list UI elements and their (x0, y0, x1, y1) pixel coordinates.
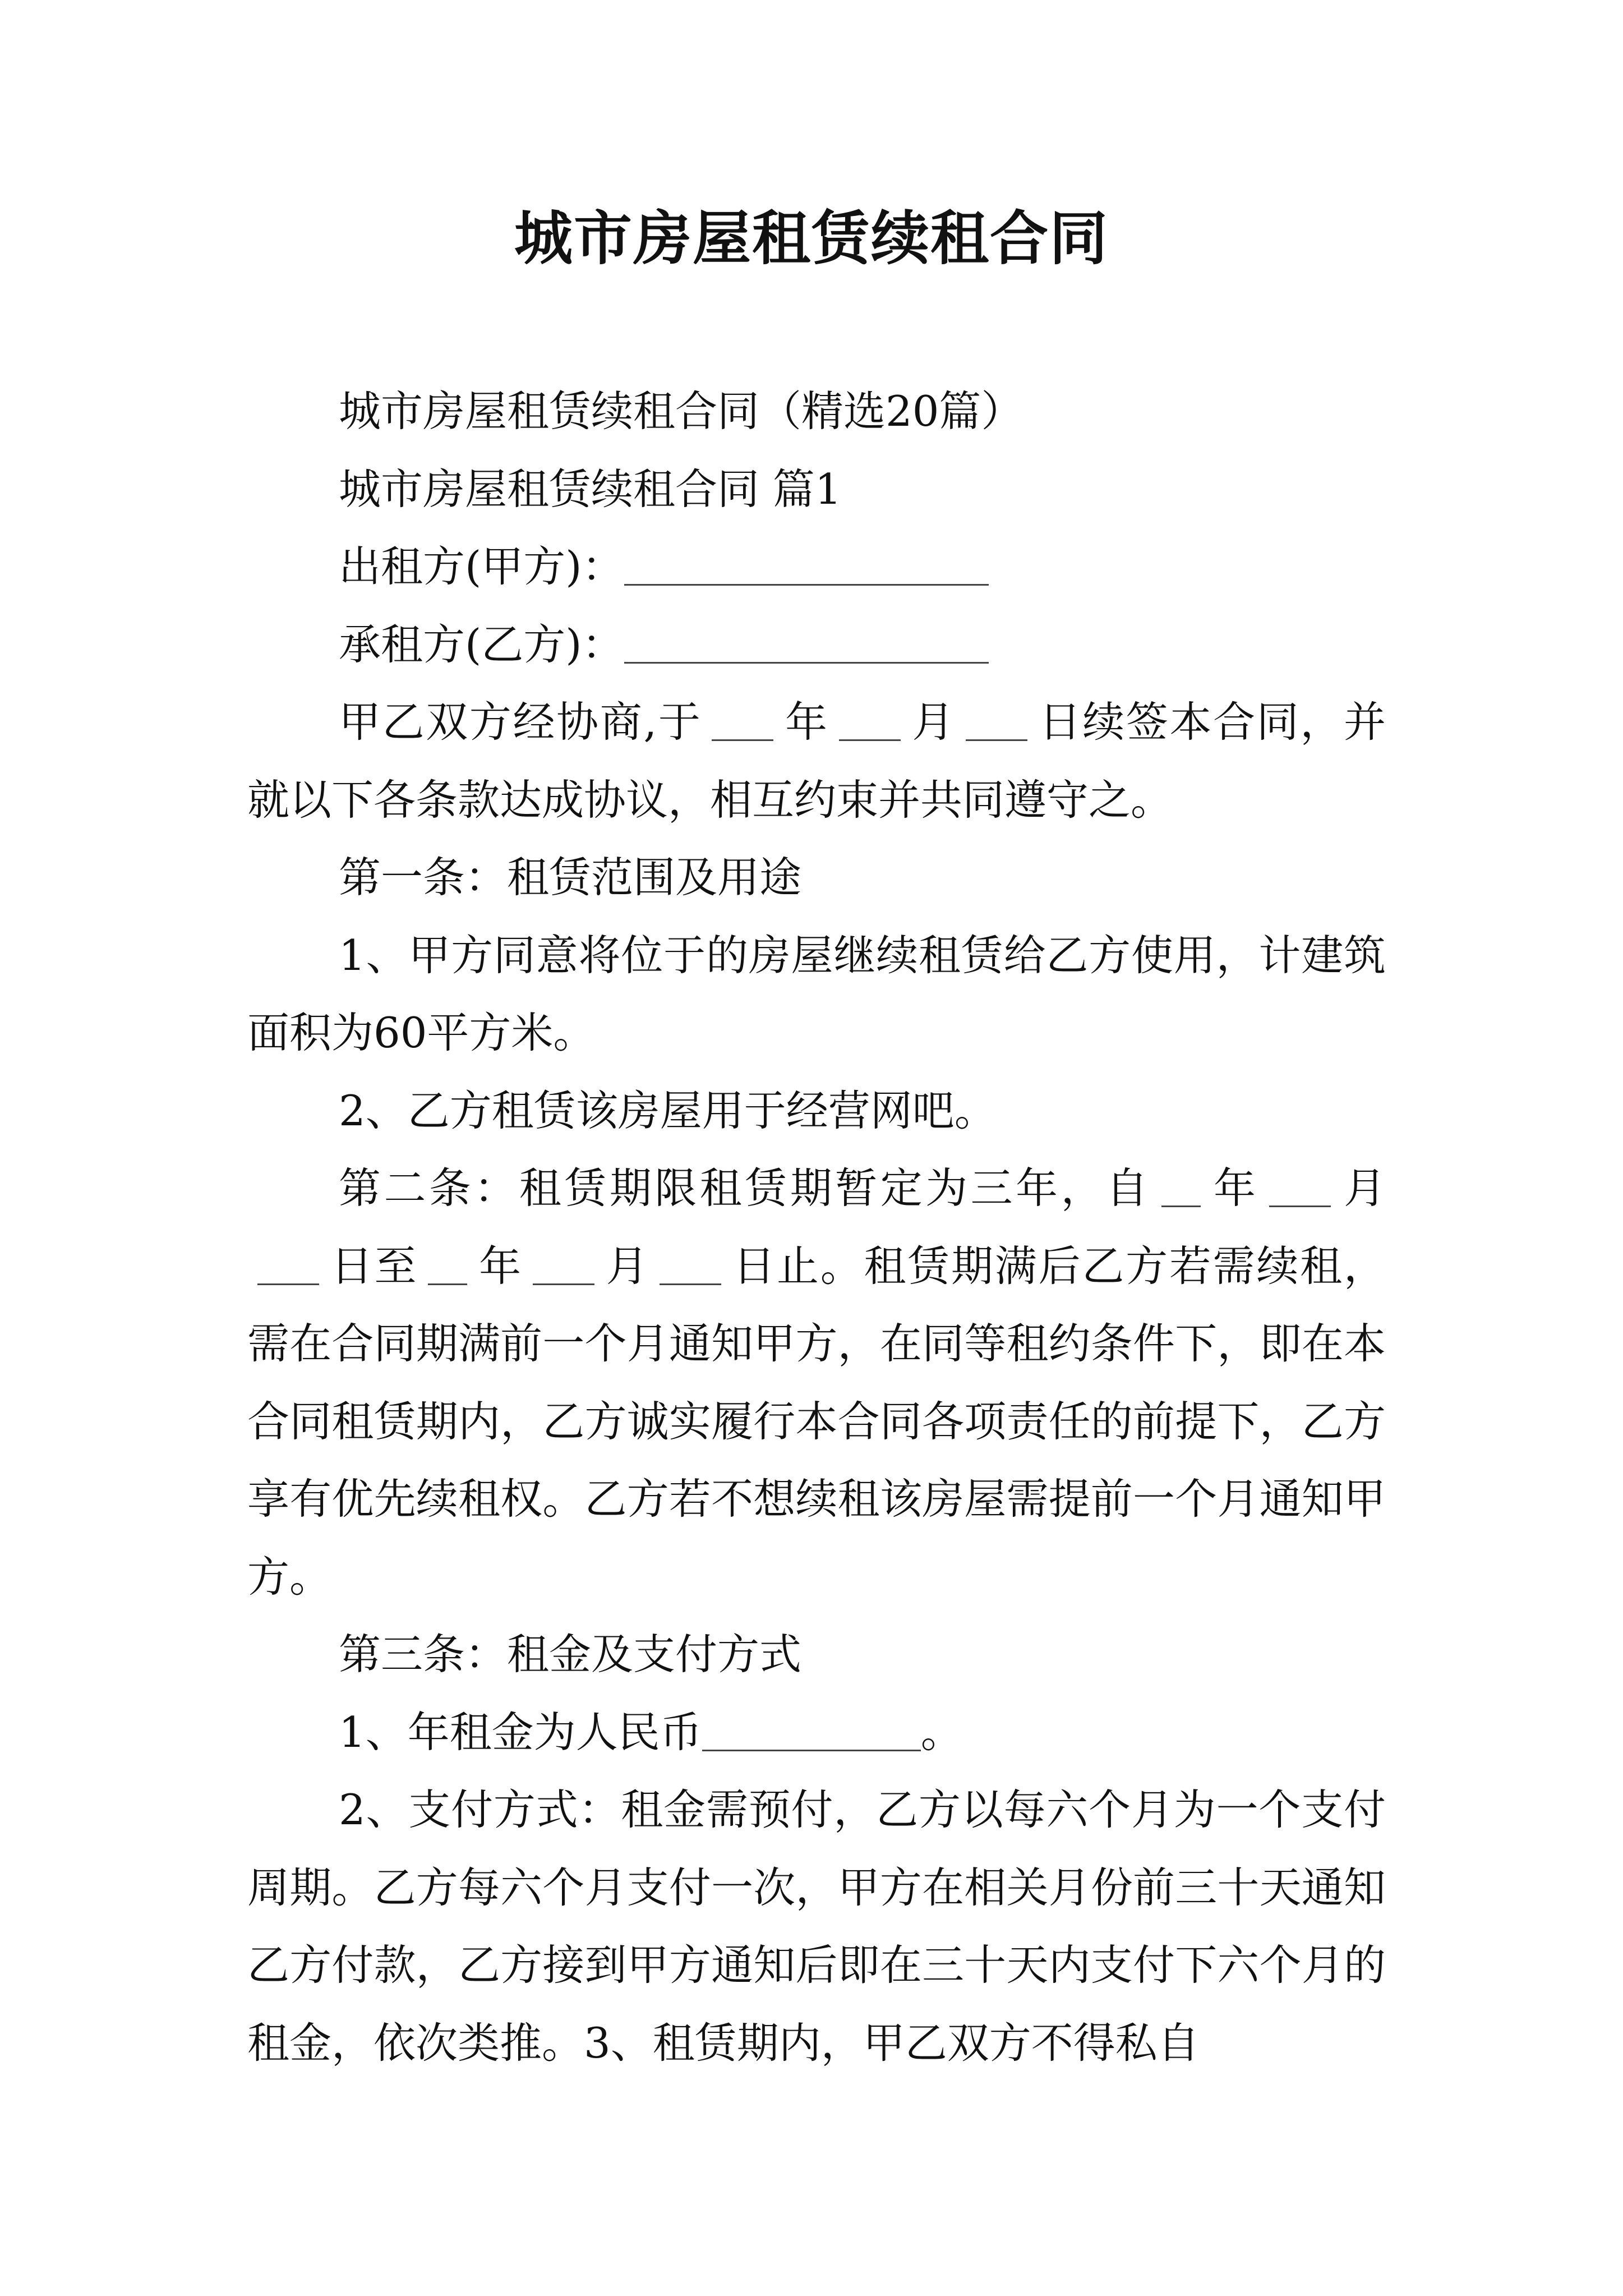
article2-paragraph (247, 1149, 1386, 1616)
lessee-label: 承租方(乙方)： (339, 619, 624, 669)
year-blank (712, 702, 773, 741)
intro-month-label: 月 (910, 697, 956, 747)
article1-item2: 2、乙方租赁该房屋用于经营网吧。 (339, 1085, 997, 1135)
start-month-blank (1269, 1168, 1331, 1207)
lessor-blank (624, 547, 989, 586)
article2-month-label: 月 (1340, 1163, 1386, 1213)
article2-text-end: 日止。租赁期满后乙方若需续租，需在合同期满前一个月通知甲方，在同等租约条件下，即在本合同租赁期内，乙方诚实履行本合同各项责任的前提下，乙方享有优先续租权。乙方若不想续租该房屋需提前一个月通知甲方。 (247, 1241, 1386, 1602)
article3-item1 (247, 1694, 1386, 1772)
article2-year2-label: 年 (477, 1241, 523, 1291)
lessor-line (247, 528, 1386, 606)
article1-title: 第一条：租赁范围及用途 (339, 853, 802, 902)
article3-item2: 2、支付方式：租金需预付，乙方以每六个月为一个支付周期。乙方每六个月支付一次，甲方在相关月份前三十天通知乙方付款，乙方接到甲方通知后即在三十天内支付下六个月的租金，依次类推。3、租赁期内，甲乙双方不得私自 (247, 1785, 1386, 2068)
end-year-blank (428, 1246, 467, 1285)
end-day-blank (660, 1246, 721, 1285)
intro-text-start: 甲乙双方经协商,于 (339, 697, 702, 747)
section-heading: 城市房屋租赁续租合同 篇1 (339, 464, 842, 514)
lessor-label: 出租方(甲方)： (339, 542, 624, 591)
article2-year-label: 年 (1210, 1163, 1259, 1213)
start-year-blank (1161, 1168, 1201, 1207)
article1-item1: 1、甲方同意将位于的房屋继续租赁给乙方使用，计建筑面积为60平方米。 (247, 930, 1386, 1057)
rent-amount-blank (702, 1713, 921, 1751)
lessee-blank (624, 625, 989, 664)
day-blank (966, 702, 1027, 741)
document-body (247, 372, 1386, 2082)
document-title: 城市房屋租赁续租合同 (514, 204, 1109, 273)
rent-amount-label: 1、年租金为人民币 (339, 1707, 702, 1757)
intro-year-label: 年 (783, 697, 829, 747)
article2-day-to-label: 日至 (329, 1241, 418, 1291)
article2-text-start: 第二条：租赁期限租赁期暂定为三年，自 (339, 1163, 1151, 1213)
rent-amount-suffix: 。 (920, 1707, 963, 1757)
intro-text-end: 日续签本合同，并就以下各条款达成协议，相互约束并共同遵守之。 (247, 697, 1386, 825)
article2-month2-label: 月 (604, 1241, 650, 1291)
start-day-blank (257, 1246, 319, 1285)
month-blank (839, 702, 901, 741)
intro-paragraph (247, 683, 1386, 839)
article3-title: 第三条：租金及支付方式 (339, 1630, 802, 1679)
lessee-line (247, 606, 1386, 684)
subtitle: 城市房屋租赁续租合同（精选20篇） (339, 386, 1023, 436)
end-month-blank (533, 1246, 594, 1285)
